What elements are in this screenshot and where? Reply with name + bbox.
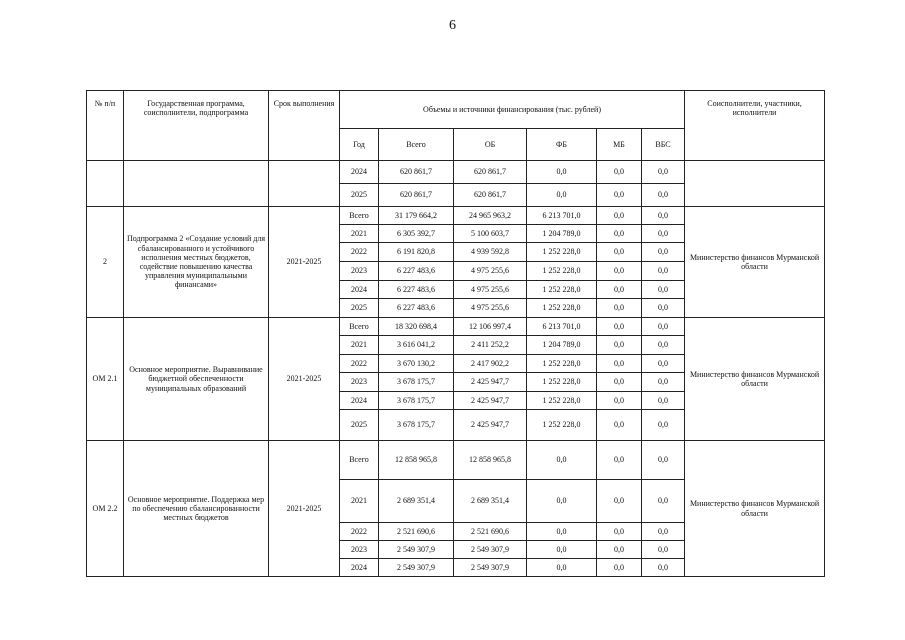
cell-ob: 4 975 255,6: [454, 262, 527, 281]
cell-fb: 1 204 789,0: [527, 336, 597, 355]
table-row: [87, 207, 825, 225]
cell-year: 2025: [340, 410, 379, 441]
section-executor: Министерство финансов Мурманской области: [685, 207, 825, 318]
cell-ob: 5 100 603,7: [454, 225, 527, 243]
cell-fb: 1 252 228,0: [527, 355, 597, 373]
cell-year: 2021: [340, 480, 379, 523]
cell-vbs: 0,0: [642, 559, 685, 577]
cell-ob: 2 549 307,9: [454, 559, 527, 577]
cell-fb: 6 213 701,0: [527, 318, 597, 336]
cell-fb: 1 204 789,0: [527, 225, 597, 243]
cell-year: 2024: [340, 161, 379, 184]
cell-vbs: 0,0: [642, 243, 685, 262]
cell-year: 2022: [340, 243, 379, 262]
cell-fb: 0,0: [527, 541, 597, 559]
cell-year: Всего: [340, 441, 379, 480]
cell-mb: 0,0: [597, 355, 642, 373]
section-term: 2021-2025: [269, 318, 340, 441]
cell-mb: 0,0: [597, 299, 642, 318]
cell-mb: 0,0: [597, 243, 642, 262]
cell-year: 2023: [340, 262, 379, 281]
cell-vbs: 0,0: [642, 523, 685, 541]
header-fb: ФБ: [527, 129, 597, 161]
cell-total: 3 678 175,7: [379, 410, 454, 441]
cell-vbs: 0,0: [642, 184, 685, 207]
cell-year: 2025: [340, 299, 379, 318]
cell-total: 6 227 483,6: [379, 281, 454, 299]
cell-vbs: 0,0: [642, 541, 685, 559]
cell-ob: 4 975 255,6: [454, 299, 527, 318]
cell-mb: 0,0: [597, 318, 642, 336]
cell-total: 12 858 965,8: [379, 441, 454, 480]
cell-total: 6 227 483,6: [379, 262, 454, 281]
cell-vbs: 0,0: [642, 281, 685, 299]
header-mb: МБ: [597, 129, 642, 161]
cell-year: 2022: [340, 523, 379, 541]
cell-ob: 2 411 252,2: [454, 336, 527, 355]
table-row: [87, 161, 825, 184]
section-name: Основное мероприятие. Выравнивание бюджетной обеспеченности муниципальных образований: [124, 318, 269, 441]
section-num: 2: [87, 207, 124, 318]
cell-fb: 0,0: [527, 441, 597, 480]
section-num: ОМ 2.1: [87, 318, 124, 441]
cell-year: 2024: [340, 281, 379, 299]
cell-year: 2025: [340, 184, 379, 207]
cell-vbs: 0,0: [642, 336, 685, 355]
cell-ob: 2 417 902,2: [454, 355, 527, 373]
cell-year: 2023: [340, 541, 379, 559]
cell-mb: 0,0: [597, 480, 642, 523]
header-year: Год: [340, 129, 379, 161]
section-term: [269, 161, 340, 207]
section-term: 2021-2025: [269, 207, 340, 318]
cell-total: 3 670 130,2: [379, 355, 454, 373]
section-executor: Министерство финансов Мурманской области: [685, 318, 825, 441]
cell-fb: 0,0: [527, 161, 597, 184]
cell-year: 2024: [340, 392, 379, 410]
cell-mb: 0,0: [597, 262, 642, 281]
cell-total: 31 179 664,2: [379, 207, 454, 225]
cell-mb: 0,0: [597, 184, 642, 207]
cell-total: 2 549 307,9: [379, 559, 454, 577]
cell-year: Всего: [340, 207, 379, 225]
cell-total: 620 861,7: [379, 161, 454, 184]
cell-mb: 0,0: [597, 392, 642, 410]
cell-total: 3 678 175,7: [379, 373, 454, 392]
section-name: [124, 161, 269, 207]
section-num: ОМ 2.2: [87, 441, 124, 577]
cell-fb: 1 252 228,0: [527, 281, 597, 299]
cell-fb: 0,0: [527, 480, 597, 523]
cell-vbs: 0,0: [642, 373, 685, 392]
cell-mb: 0,0: [597, 541, 642, 559]
cell-year: 2023: [340, 373, 379, 392]
cell-vbs: 0,0: [642, 318, 685, 336]
cell-vbs: 0,0: [642, 355, 685, 373]
cell-mb: 0,0: [597, 441, 642, 480]
cell-total: 2 549 307,9: [379, 541, 454, 559]
cell-ob: 2 689 351,4: [454, 480, 527, 523]
cell-mb: 0,0: [597, 410, 642, 441]
header-term: Срок выполнения: [269, 91, 340, 161]
table-row: [87, 318, 825, 336]
section-name: Основное мероприятие. Поддержка мер по обеспечению сбалансированности местных бюджетов: [124, 441, 269, 577]
cell-mb: 0,0: [597, 336, 642, 355]
cell-total: 2 689 351,4: [379, 480, 454, 523]
header-vbs: ВБС: [642, 129, 685, 161]
cell-vbs: 0,0: [642, 441, 685, 480]
cell-mb: 0,0: [597, 373, 642, 392]
cell-fb: 0,0: [527, 523, 597, 541]
header-num: № п/п: [87, 91, 124, 161]
cell-ob: 4 975 255,6: [454, 281, 527, 299]
cell-total: 6 227 483,6: [379, 299, 454, 318]
cell-vbs: 0,0: [642, 207, 685, 225]
cell-ob: 12 858 965,8: [454, 441, 527, 480]
cell-ob: 620 861,7: [454, 161, 527, 184]
cell-mb: 0,0: [597, 281, 642, 299]
cell-vbs: 0,0: [642, 225, 685, 243]
section-num: [87, 161, 124, 207]
cell-vbs: 0,0: [642, 480, 685, 523]
cell-ob: 2 425 947,7: [454, 392, 527, 410]
financing-table: [86, 90, 825, 577]
cell-fb: 0,0: [527, 184, 597, 207]
cell-vbs: 0,0: [642, 392, 685, 410]
cell-ob: 2 425 947,7: [454, 373, 527, 392]
header-executors: Соисполнители, участники, исполнители: [685, 91, 825, 161]
header-volumes: Объемы и источники финансирования (тыс. рублей): [340, 91, 685, 129]
header-program: Государственная программа, соисполнители, подпрограмма: [124, 91, 269, 161]
cell-fb: 1 252 228,0: [527, 299, 597, 318]
cell-fb: 1 252 228,0: [527, 262, 597, 281]
section-term: 2021-2025: [269, 441, 340, 577]
cell-total: 3 678 175,7: [379, 392, 454, 410]
cell-mb: 0,0: [597, 161, 642, 184]
table-row: [87, 441, 825, 480]
cell-fb: 1 252 228,0: [527, 243, 597, 262]
cell-ob: 2 425 947,7: [454, 410, 527, 441]
cell-mb: 0,0: [597, 225, 642, 243]
cell-vbs: 0,0: [642, 410, 685, 441]
cell-fb: 0,0: [527, 559, 597, 577]
cell-year: 2021: [340, 336, 379, 355]
cell-year: Всего: [340, 318, 379, 336]
cell-vbs: 0,0: [642, 299, 685, 318]
cell-total: 620 861,7: [379, 184, 454, 207]
cell-mb: 0,0: [597, 523, 642, 541]
cell-fb: 1 252 228,0: [527, 410, 597, 441]
page-number: 6: [449, 18, 456, 33]
cell-ob: 620 861,7: [454, 184, 527, 207]
cell-vbs: 0,0: [642, 262, 685, 281]
header-row: [87, 91, 825, 129]
cell-total: 6 305 392,7: [379, 225, 454, 243]
cell-ob: 24 965 963,2: [454, 207, 527, 225]
cell-year: 2024: [340, 559, 379, 577]
cell-fb: 1 252 228,0: [527, 373, 597, 392]
cell-mb: 0,0: [597, 207, 642, 225]
header-ob: ОБ: [454, 129, 527, 161]
cell-total: 3 616 041,2: [379, 336, 454, 355]
cell-ob: 2 549 307,9: [454, 541, 527, 559]
cell-year: 2022: [340, 355, 379, 373]
cell-vbs: 0,0: [642, 161, 685, 184]
header-total: Всего: [379, 129, 454, 161]
section-name: Подпрограмма 2 «Создание условий для сбалансированного и устойчивого исполнения местных бюджетов, содействие повышению качества управления муниципальными финансами»: [124, 207, 269, 318]
cell-year: 2021: [340, 225, 379, 243]
cell-mb: 0,0: [597, 559, 642, 577]
table-body: [87, 91, 825, 577]
section-executor: [685, 161, 825, 207]
cell-ob: 12 106 997,4: [454, 318, 527, 336]
section-executor: Министерство финансов Мурманской области: [685, 441, 825, 577]
cell-total: 18 320 698,4: [379, 318, 454, 336]
cell-ob: 4 939 592,8: [454, 243, 527, 262]
cell-fb: 1 252 228,0: [527, 392, 597, 410]
cell-ob: 2 521 690,6: [454, 523, 527, 541]
cell-total: 6 191 820,8: [379, 243, 454, 262]
cell-total: 2 521 690,6: [379, 523, 454, 541]
cell-fb: 6 213 701,0: [527, 207, 597, 225]
